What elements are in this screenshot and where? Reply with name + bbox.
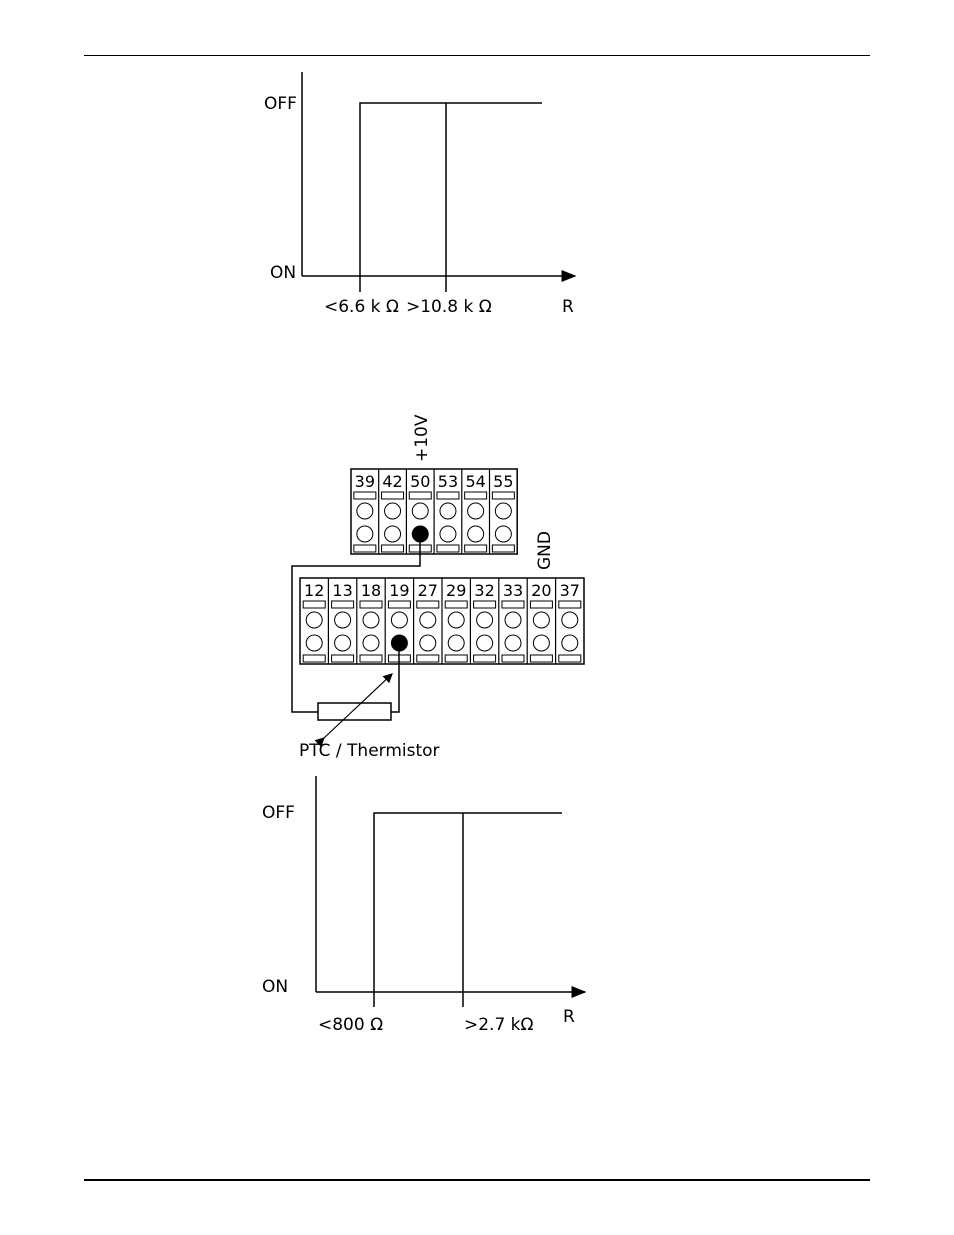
top-switching-graph — [264, 72, 575, 317]
terminal-screw — [505, 612, 521, 628]
terminal-screw — [448, 612, 464, 628]
terminal-number: 12 — [304, 581, 325, 600]
terminal-number: 42 — [382, 472, 403, 491]
terminal-screw — [335, 635, 351, 651]
terminal-screw — [477, 612, 493, 628]
bottom-switching-graph — [262, 776, 585, 1035]
terminal-screw — [385, 503, 401, 519]
bottom-graph-off-step — [374, 813, 562, 1007]
terminal-screw — [533, 612, 549, 628]
bottom-graph-threshold-low: <800 Ω — [318, 1015, 384, 1035]
terminal-screw — [468, 526, 484, 542]
terminal-number: 32 — [474, 581, 495, 600]
terminal-number: 13 — [332, 581, 353, 600]
top-graph-off-step — [360, 103, 542, 292]
top-graph-threshold-high: >10.8 k Ω — [406, 297, 492, 317]
top-terminal-block — [351, 469, 517, 554]
terminal-screw — [495, 526, 511, 542]
terminal-screw — [363, 635, 379, 651]
top-graph-off-label: OFF — [264, 94, 297, 114]
terminal-screw — [495, 503, 511, 519]
terminal-screw — [306, 635, 322, 651]
terminal-number: 19 — [389, 581, 410, 600]
terminal-screw — [477, 635, 493, 651]
terminal-number: 53 — [437, 472, 459, 491]
terminal-screw — [505, 635, 521, 651]
wiring-diagram — [292, 414, 584, 761]
terminal-screw — [412, 503, 428, 519]
supply-label: +10V — [412, 414, 432, 462]
bottom-graph-threshold-high: >2.7 kΩ — [464, 1015, 534, 1035]
terminal-screw — [562, 612, 578, 628]
terminal-screw — [468, 503, 484, 519]
terminal-number: 29 — [446, 581, 467, 600]
terminal-screw — [448, 635, 464, 651]
terminal-number: 54 — [465, 472, 486, 491]
terminal-screw — [357, 503, 373, 519]
terminal-screw — [385, 526, 401, 542]
terminal-screw — [533, 635, 549, 651]
terminal-screw — [335, 612, 351, 628]
terminal-number: 37 — [559, 581, 580, 600]
top-graph-threshold-low: <6.6 k Ω — [324, 297, 399, 317]
terminal-number: 33 — [502, 581, 524, 600]
ground-label: GND — [535, 531, 555, 570]
bottom-graph-axis-label: R — [563, 1007, 575, 1027]
terminal-number: 27 — [417, 581, 438, 600]
terminal-number: 20 — [531, 581, 552, 600]
bottom-graph-on-label: ON — [262, 977, 289, 997]
terminal-screw — [357, 526, 373, 542]
terminal-screw — [420, 635, 436, 651]
terminal-screw — [391, 612, 407, 628]
terminal-screw — [420, 612, 436, 628]
terminal-screw — [440, 526, 456, 542]
terminal-screw — [440, 503, 456, 519]
terminal-number: 39 — [354, 472, 376, 491]
bottom-terminal-block — [300, 578, 584, 664]
thermistor-label: PTC / Thermistor — [299, 741, 440, 761]
top-graph-on-label: ON — [270, 263, 297, 283]
top-graph-axis-label: R — [562, 297, 574, 317]
terminal-screw — [363, 612, 379, 628]
terminal-number: 55 — [493, 472, 514, 491]
terminal-number: 18 — [360, 581, 382, 600]
thermistor-symbol — [318, 703, 391, 720]
terminal-screw — [306, 612, 322, 628]
terminal-screw — [562, 635, 578, 651]
bottom-graph-off-label: OFF — [262, 803, 295, 823]
terminal-number: 50 — [410, 472, 431, 491]
